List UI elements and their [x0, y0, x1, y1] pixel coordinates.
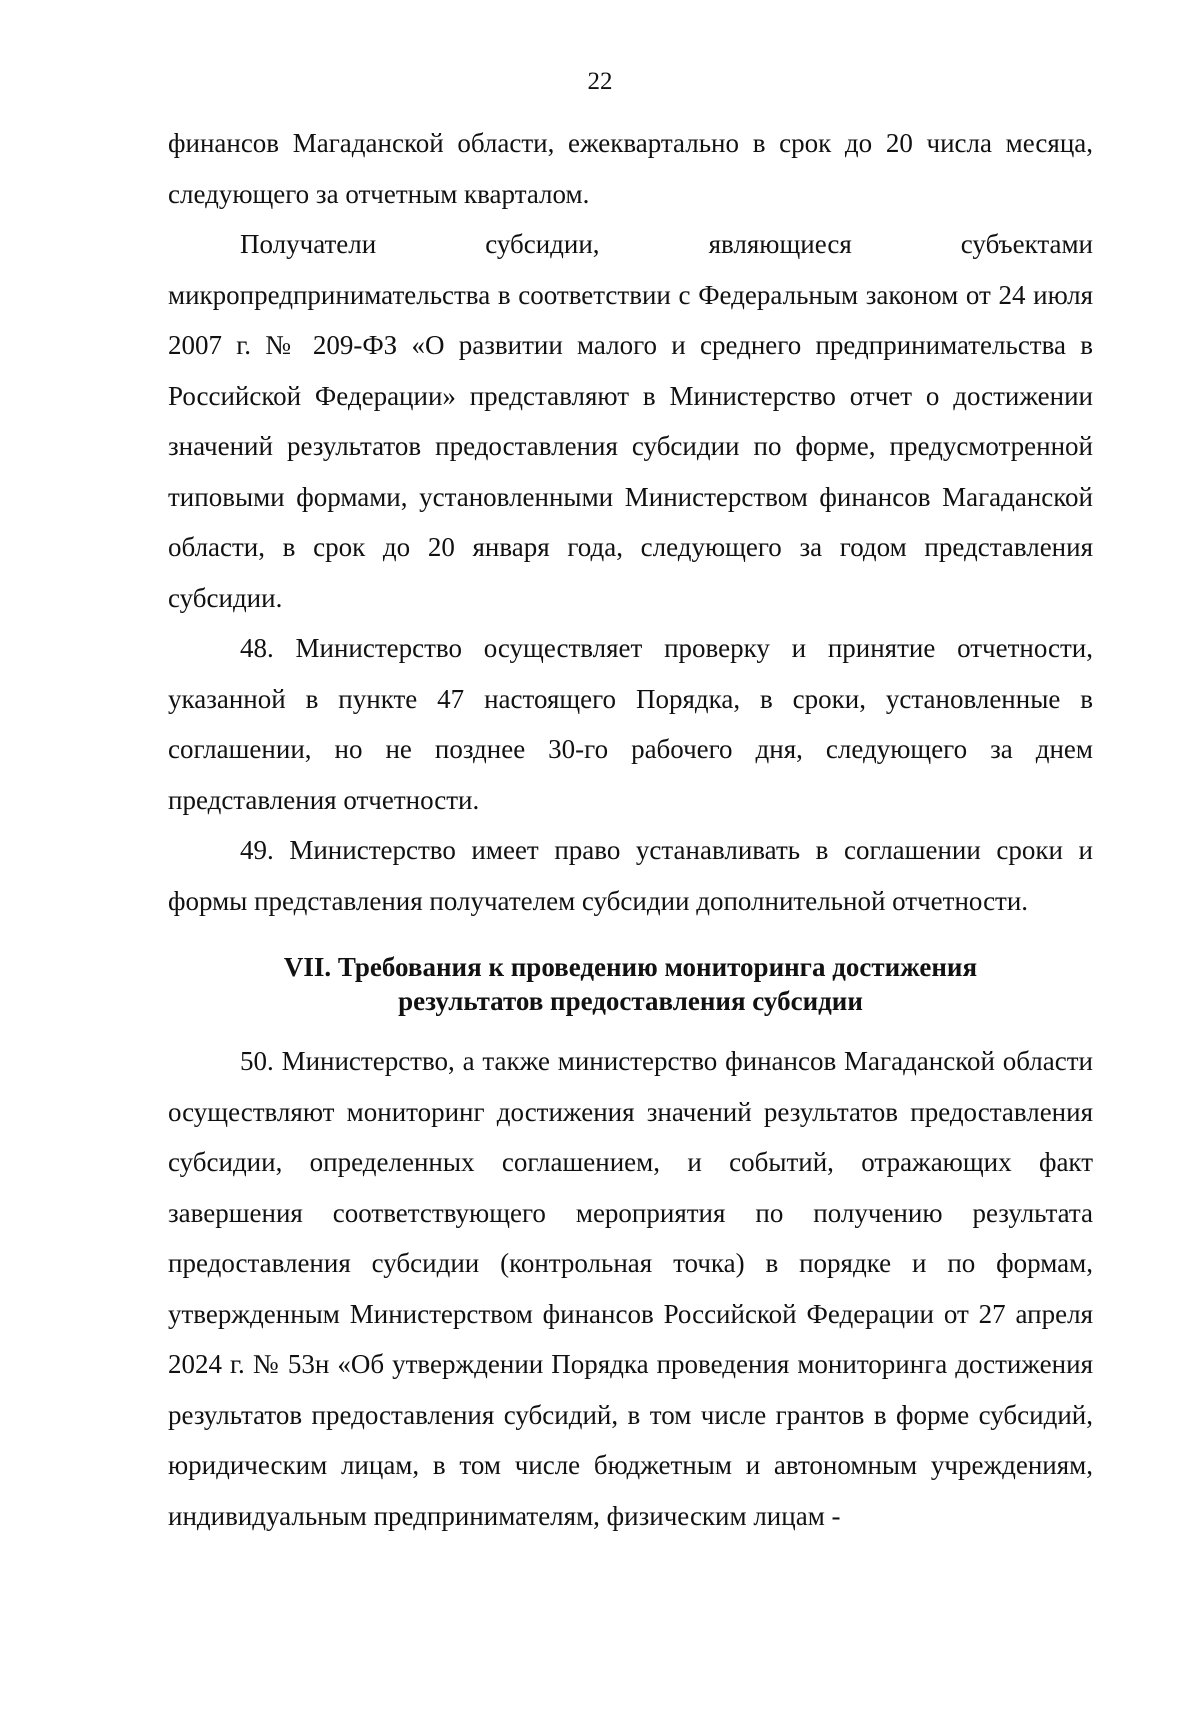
section-heading-line-1: VII. Требования к проведению мониторинга достижения — [283, 952, 978, 982]
document-body — [168, 118, 1093, 1541]
page-number: 22 — [587, 68, 613, 95]
section-heading-line-2: результатов предоставления субсидии — [398, 986, 863, 1016]
paragraph-continuation: финансов Магаданской области, ежеквартально в срок до 20 числа месяца, следующего за отчетным кварталом. — [168, 128, 1093, 209]
paragraph-49: 49. Министерство имеет право устанавливать в соглашении сроки и формы представления получателем субсидии дополнительной отчетности. — [168, 835, 1093, 916]
paragraph-48: 48. Министерство осуществляет проверку и принятие отчетности, указанной в пункте 47 настоящего Порядка, в сроки, установленные в соглашении, но не позднее 30-го рабочего дня, следующего за днем представления отчетности. — [168, 633, 1093, 815]
paragraph-microenterprise-report: Получатели субсидии, являющиеся субъектами микропредпринимательства в соответствии с Федеральным законом от 24 июля 2007 г. № 209-ФЗ «О развитии малого и среднего предпринимательства в Российской Федерации» представляют в Министерство отчет о достижении значений результатов предоставления субсидии по форме, предусмотренной типовыми формами, установленными Министерством финансов Магаданской области, в срок до 20 января года, следующего за годом представления субсидии. — [168, 229, 1093, 613]
paragraph-50: 50. Министерство, а также министерство финансов Магаданской области осуществляют мониторинг достижения значений результатов предоставления субсидии, определенных соглашением, и событий, отражающих факт завершения соответствующего мероприятия по получению результата предоставления субсидии (контрольная точка) в порядке и по формам, утвержденным Министерством финансов Российской Федерации от 27 апреля 2024 г. № 53н «Об утверждении Порядка проведения мониторинга достижения результатов предоставления субсидий, в том числе грантов в форме субсидий, юридическим лицам, в том числе бюджетным и автономным учреждениям, индивидуальным предпринимателям, физическим лицам - — [168, 1046, 1093, 1531]
section-heading — [168, 950, 1093, 1018]
